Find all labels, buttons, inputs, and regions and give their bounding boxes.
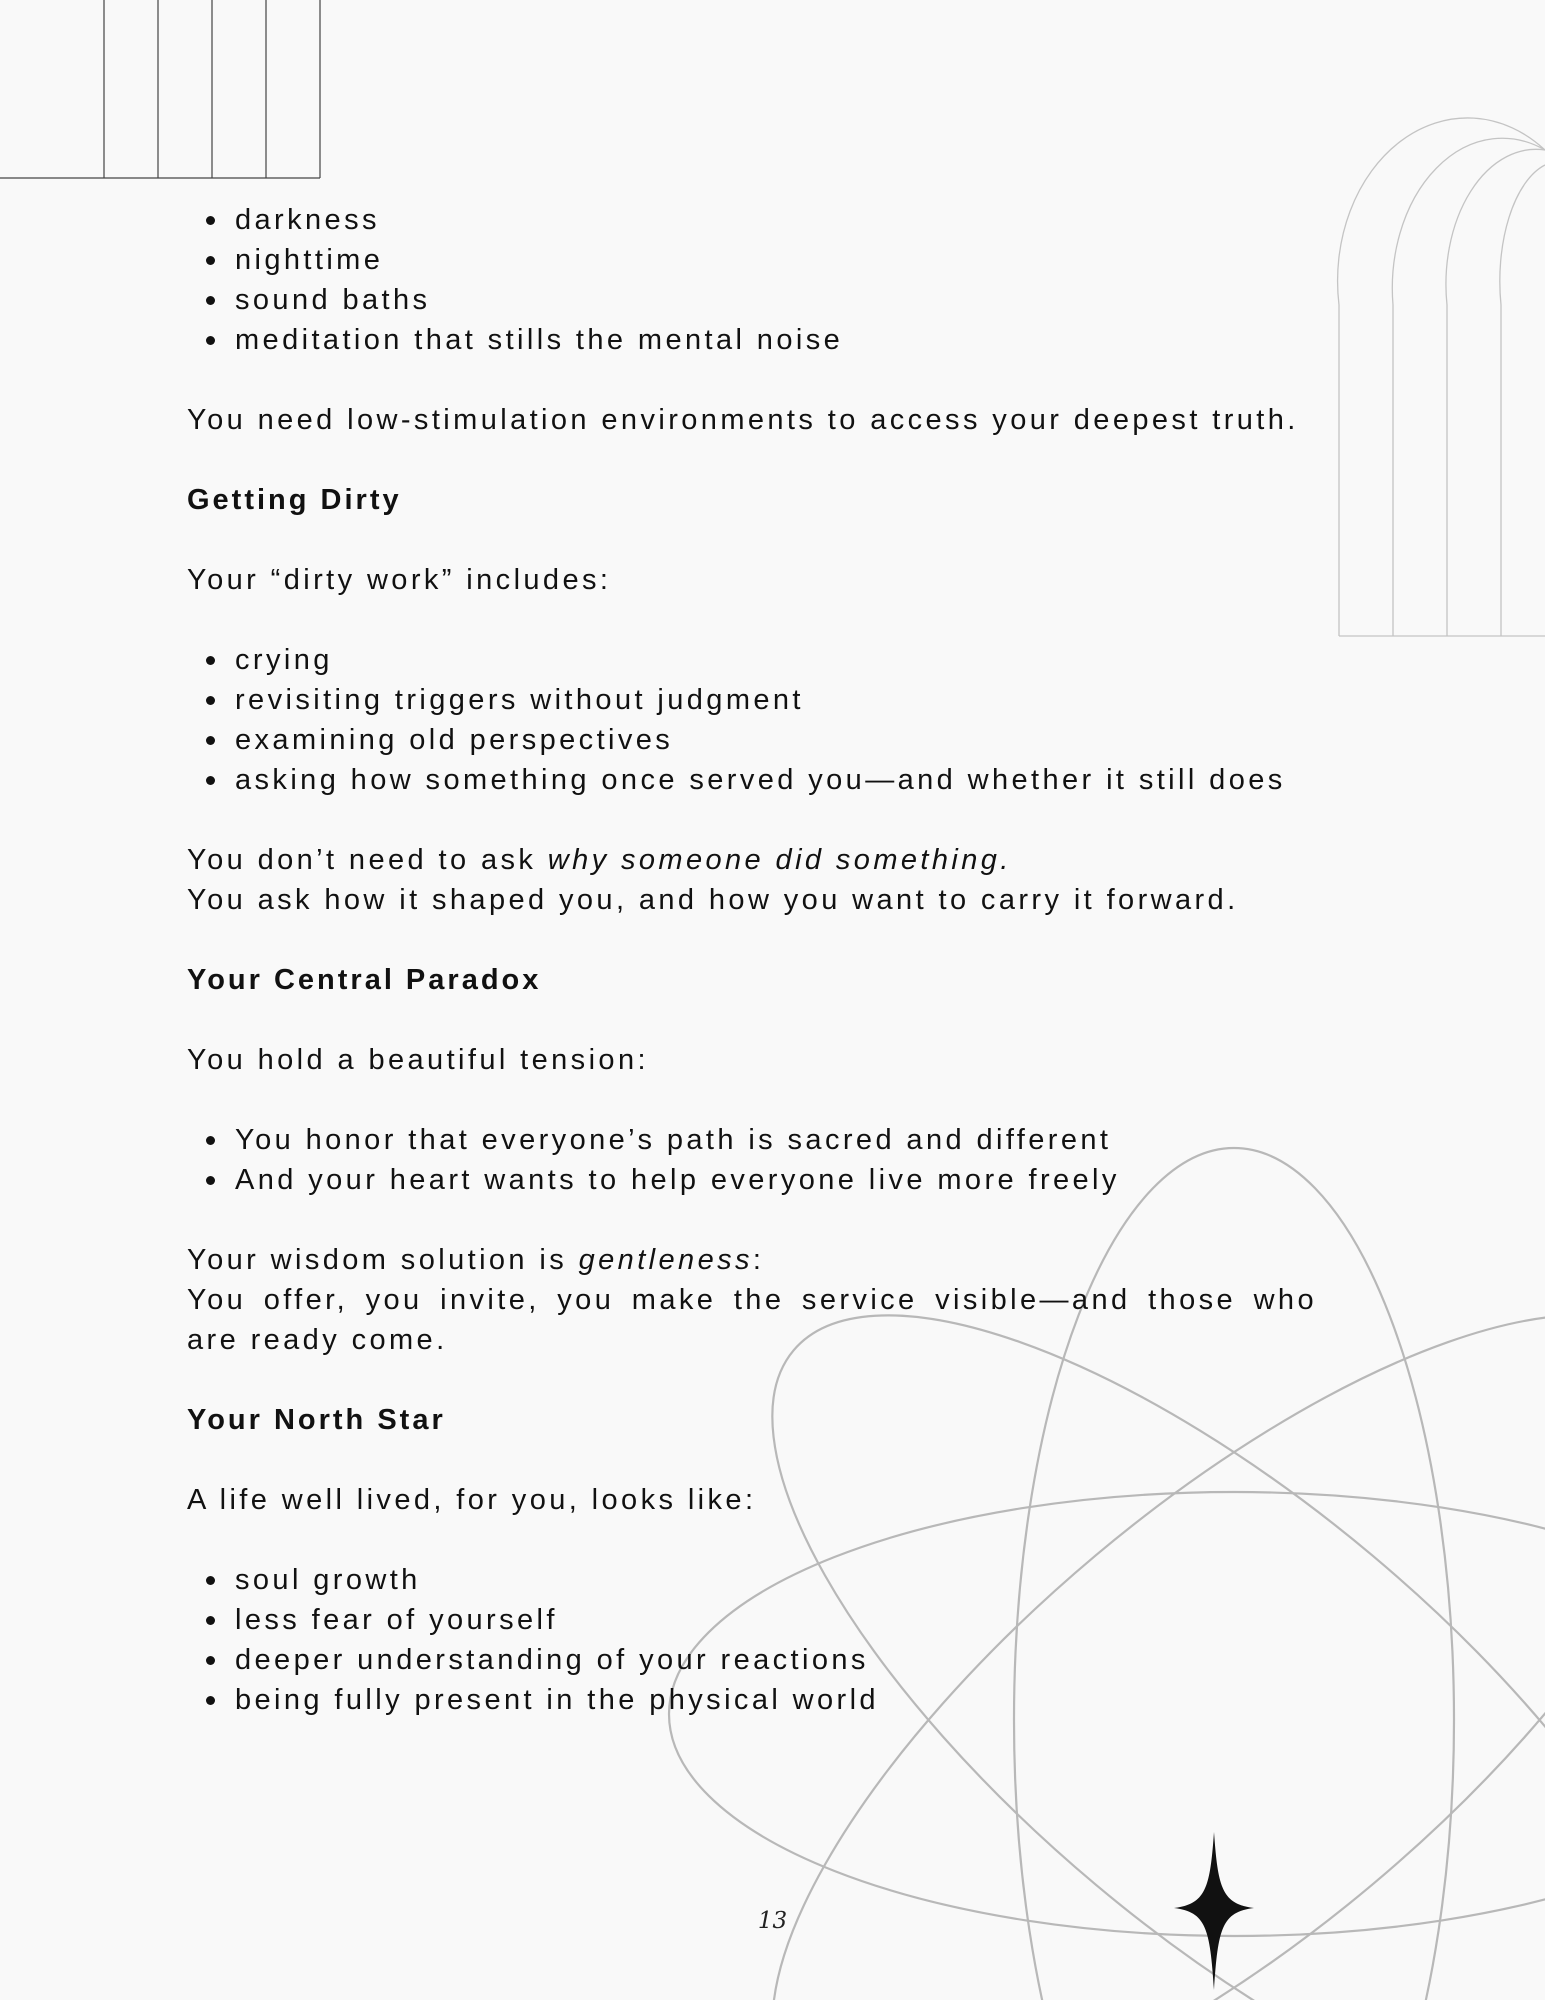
top-bullet-list — [187, 200, 1317, 360]
list-item: nighttime — [235, 240, 1317, 280]
emphasis-text: why someone did something. — [547, 844, 1012, 876]
text-run: You don’t need to ask — [187, 844, 548, 876]
list-item: deeper understanding of your reactions — [235, 1640, 1317, 1680]
paragraph: You hold a beautiful tension: — [187, 1044, 649, 1076]
section-heading: Your Central Paradox — [187, 964, 542, 996]
list-item: soul growth — [235, 1560, 1317, 1600]
paragraph: You need low-stimulation environments to access your deepest truth. — [187, 404, 1299, 436]
list-item: asking how something once served you—and whether it still does — [235, 760, 1317, 800]
paragraph — [187, 840, 1317, 880]
list-item: You honor that everyone’s path is sacred and different — [235, 1120, 1317, 1160]
list-item: darkness — [235, 200, 1317, 240]
text-run: Your wisdom solution is — [187, 1244, 579, 1276]
list-item: less fear of yourself — [235, 1600, 1317, 1640]
list-item: sound baths — [235, 280, 1317, 320]
paradox-list — [187, 1120, 1317, 1200]
text-run: : — [752, 1244, 765, 1276]
list-item: crying — [235, 640, 1317, 680]
dirty-work-list — [187, 640, 1317, 800]
page-content — [187, 200, 1317, 1720]
paragraph: You offer, you invite, you make the service visible—and those who are ready come. — [187, 1284, 1317, 1356]
list-item: And your heart wants to help everyone live more freely — [235, 1160, 1317, 1200]
list-item: meditation that stills the mental noise — [235, 320, 1317, 360]
paragraph — [187, 1240, 1317, 1280]
page-number: 13 — [757, 1908, 788, 1934]
section-heading: Getting Dirty — [187, 484, 402, 516]
list-item: examining old perspectives — [235, 720, 1317, 760]
emphasis-text: gentleness — [578, 1244, 753, 1276]
paragraph: A life well lived, for you, looks like: — [187, 1484, 757, 1516]
arches-decoration — [1338, 118, 1545, 636]
list-item: revisiting triggers without judgment — [235, 680, 1317, 720]
section-heading: Your North Star — [187, 1404, 446, 1436]
paragraph: You ask how it shaped you, and how you want to carry it forward. — [187, 884, 1239, 916]
corner-lines-decoration — [0, 0, 320, 178]
north-star-list — [187, 1560, 1317, 1720]
paragraph: Your “dirty work” includes: — [187, 564, 612, 596]
list-item: being fully present in the physical world — [235, 1680, 1317, 1720]
